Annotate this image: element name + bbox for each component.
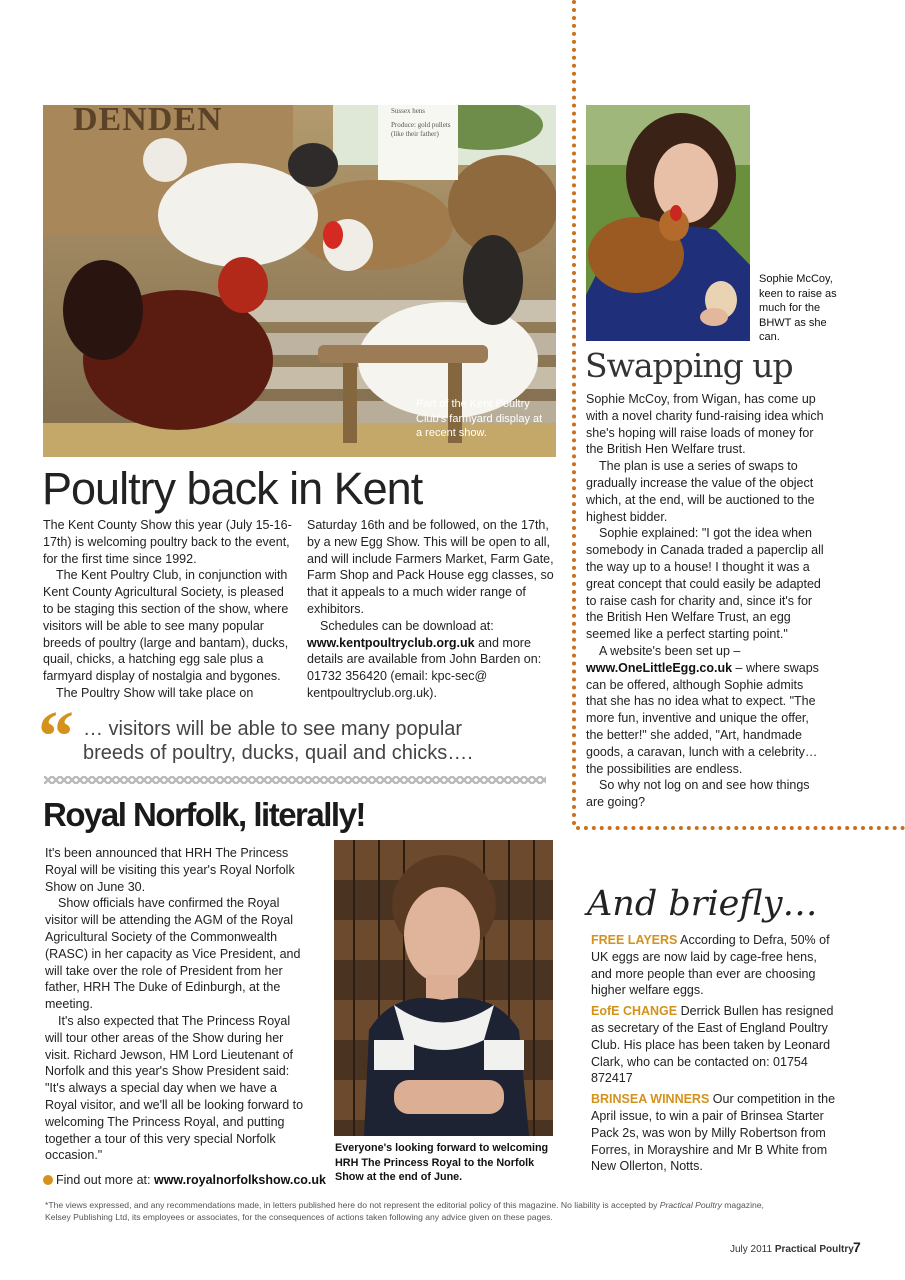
swapping-headline: Swapping up bbox=[585, 346, 793, 385]
onelittleegg-link[interactable]: www.OneLittleEgg.co.uk bbox=[586, 660, 733, 675]
sophie-photo-caption: Sophie McCoy, keen to raise as much for the BHWT as she can. bbox=[759, 273, 837, 343]
dotted-divider-horizontal bbox=[576, 826, 905, 830]
kent-poultry-photo bbox=[43, 105, 556, 457]
sophie-photo bbox=[586, 105, 750, 341]
kent-col-1 bbox=[43, 517, 293, 702]
kent-paragraph: The Kent County Show this year (July 15-16-17th) is welcoming poultry back to the event, for the first time since 1992. bbox=[43, 518, 292, 566]
card-text-1: Sussex hens bbox=[391, 107, 426, 115]
briefly-body bbox=[591, 932, 836, 1175]
disclaimer-magazine: Practical Poultry bbox=[659, 1200, 722, 1210]
swapping-paragraph: The plan is use a series of swaps to gradually increase the value of the object which, at the end, will be auctioned to the highest bidder. bbox=[586, 459, 815, 524]
issue-date: July 2011 bbox=[730, 1244, 773, 1255]
kent-paragraph bbox=[307, 618, 557, 702]
norfolk-paragraph: It's been announced that HRH The Princess Royal will be visiting this year's Royal Norfolk Show on June 30. bbox=[45, 846, 295, 894]
swapping-website-intro: A website's been set up – bbox=[599, 643, 741, 658]
dotted-divider-vertical bbox=[572, 0, 576, 826]
kent-paragraph: The Kent Poultry Club, in conjunction with Kent County Agricultural Society, is pleased to be staging this section of the show, where visitors will be able to see many popular breeds of poultry (large and bantam), ducks, quail, chicks, a hatching egg sale plus a farmyard display of nostalgia and bygones. bbox=[43, 568, 289, 684]
swapping-website-text: – where swaps can be offered, although Sophie admits that she has no idea what to expect. "The more fun, inventive and unique the offer, the better!" she added, "Art, handmade goods, a caravan, lunch with a celebrity… the possibilities are endless. bbox=[586, 660, 819, 776]
magazine-name: Practical Poultry bbox=[774, 1244, 854, 1255]
kent-club-link[interactable]: www.kentpoultryclub.org.uk bbox=[307, 635, 475, 650]
disclaimer-text: *The views expressed, and any recommendations made, in letters published here do not represent the editorial policy of this magazine. No liability is accepted by bbox=[45, 1200, 660, 1210]
bullet-dot-icon bbox=[43, 1175, 53, 1185]
briefly-headline: And briefly… bbox=[587, 884, 818, 924]
briefly-tag: BRINSEA WINNERS bbox=[591, 1092, 710, 1107]
briefly-text: According to Defra, 50% of UK eggs are now laid by cage-free hens, and more people than ever are choosing higher welfare eggs. bbox=[591, 933, 830, 998]
briefly-item bbox=[591, 1003, 836, 1087]
kent-paragraph: The Poultry Show will take place on bbox=[56, 685, 254, 700]
kent-photo-caption: Part of the Kent Poultry Club's farmyard display at a recent show. bbox=[416, 398, 543, 439]
swapping-paragraph: Sophie explained: "I got the idea when somebody in Canada traded a paperclip all the way up to a house! I thought it was a great concept that could easily be adapted to raise cash for charity and, since it's for the British Hen Welfare Trust, an egg seemed like a perfect starting point." bbox=[586, 526, 824, 642]
swapping-paragraph bbox=[586, 643, 826, 777]
princess-photo-illustration bbox=[334, 840, 553, 1136]
find-out-more bbox=[43, 1172, 326, 1188]
sophie-photo-illustration bbox=[586, 105, 750, 341]
briefly-text: Derrick Bullen has resigned as secretary of the East of England Poultry Club. His place has been taken by Leonard Clark, who can be contacted on: 01754 872417 bbox=[591, 1004, 834, 1086]
swapping-paragraph: So why not log on and see how things are going? bbox=[586, 778, 810, 810]
princess-royal-photo bbox=[334, 840, 553, 1136]
briefly-item bbox=[591, 1091, 836, 1175]
disclaimer bbox=[45, 1199, 785, 1223]
page-number: 7 bbox=[853, 1239, 861, 1255]
kent-paragraph: Saturday 16th and be followed, on the 17th, by a new Egg Show. This will be open to all, and will include Farmers Market, Farm Gate, Farm Shop and Pack House egg classes, so that it appeals to a much wider range of exhibitors. bbox=[307, 518, 554, 616]
find-out-label: Find out more at: bbox=[56, 1173, 154, 1187]
card-text-2: Produce: gold pullets (like their father) bbox=[391, 121, 451, 138]
briefly-tag: FREE LAYERS bbox=[591, 933, 678, 947]
kent-pullquote: … visitors will be able to see many popular breeds of poultry, ducks, quail and chicks…. bbox=[83, 718, 473, 764]
princess-photo-caption: Everyone's looking forward to welcoming HRH The Princess Royal to the Norfolk Show at the end of June. bbox=[335, 1142, 549, 1183]
swapping-paragraph: Sophie McCoy, from Wigan, has come up with a novel charity fund-raising idea which she's hoping will raise loads of money for the British Hen Welfare trust. bbox=[586, 392, 824, 457]
briefly-item bbox=[591, 932, 836, 999]
section-divider bbox=[44, 776, 546, 784]
briefly-tag: EofE CHANGE bbox=[591, 1004, 678, 1019]
quote-icon: “ bbox=[38, 696, 74, 776]
kent-col-2 bbox=[307, 517, 557, 702]
disclaimer-text-end: magazine, Kelsey Publishing Ltd, its employees or associates, for the consequences of actions taken following any advice given on these pages. bbox=[45, 1200, 764, 1222]
norfolk-paragraph: Show officials have confirmed the Royal visitor will be attending the AGM of the Royal Agricultural Society of the Commonwealth (RASC) in her capacity as Vice President, and will take over the role of President from her father, HRH The Duke of Edinburgh, at the meeting. bbox=[45, 896, 301, 1012]
briefly-text: Our competition in the April issue, to win a pair of Brinsea Starter Pack 2s, was won by Milly Robertson from Forres, in Morayshire and Mr B White from New Ollerton, Notts. bbox=[591, 1092, 836, 1174]
norfolk-headline: Royal Norfolk, literally! bbox=[43, 796, 365, 833]
norfolk-body bbox=[45, 845, 305, 1164]
sign-text: DENDEN bbox=[73, 105, 223, 138]
swapping-body bbox=[586, 391, 826, 811]
kent-contact-text: and more details are available from John Barden on: 01732 356420 (email: kpc-sec@ kentpoultryclub.org.uk). bbox=[307, 635, 542, 700]
page-footer bbox=[730, 1243, 854, 1257]
kent-headline: Poultry back in Kent bbox=[42, 463, 423, 514]
norfolk-paragraph: It's also expected that The Princess Royal will tour other areas of the Show during her visit. Richard Jewson, HM Lord Lieutenant of Norfolk and this year's Show President said: "It's always a special day when we have a Royal visitor, and we'll all be looking forward to welcoming The Princess Royal, and putting together a tour of this very special Norfolk occasion." bbox=[45, 1013, 304, 1163]
kent-schedule-text: Schedules can be download at: bbox=[320, 618, 494, 633]
royal-norfolk-link[interactable]: www.royalnorfolkshow.co.uk bbox=[153, 1173, 326, 1187]
